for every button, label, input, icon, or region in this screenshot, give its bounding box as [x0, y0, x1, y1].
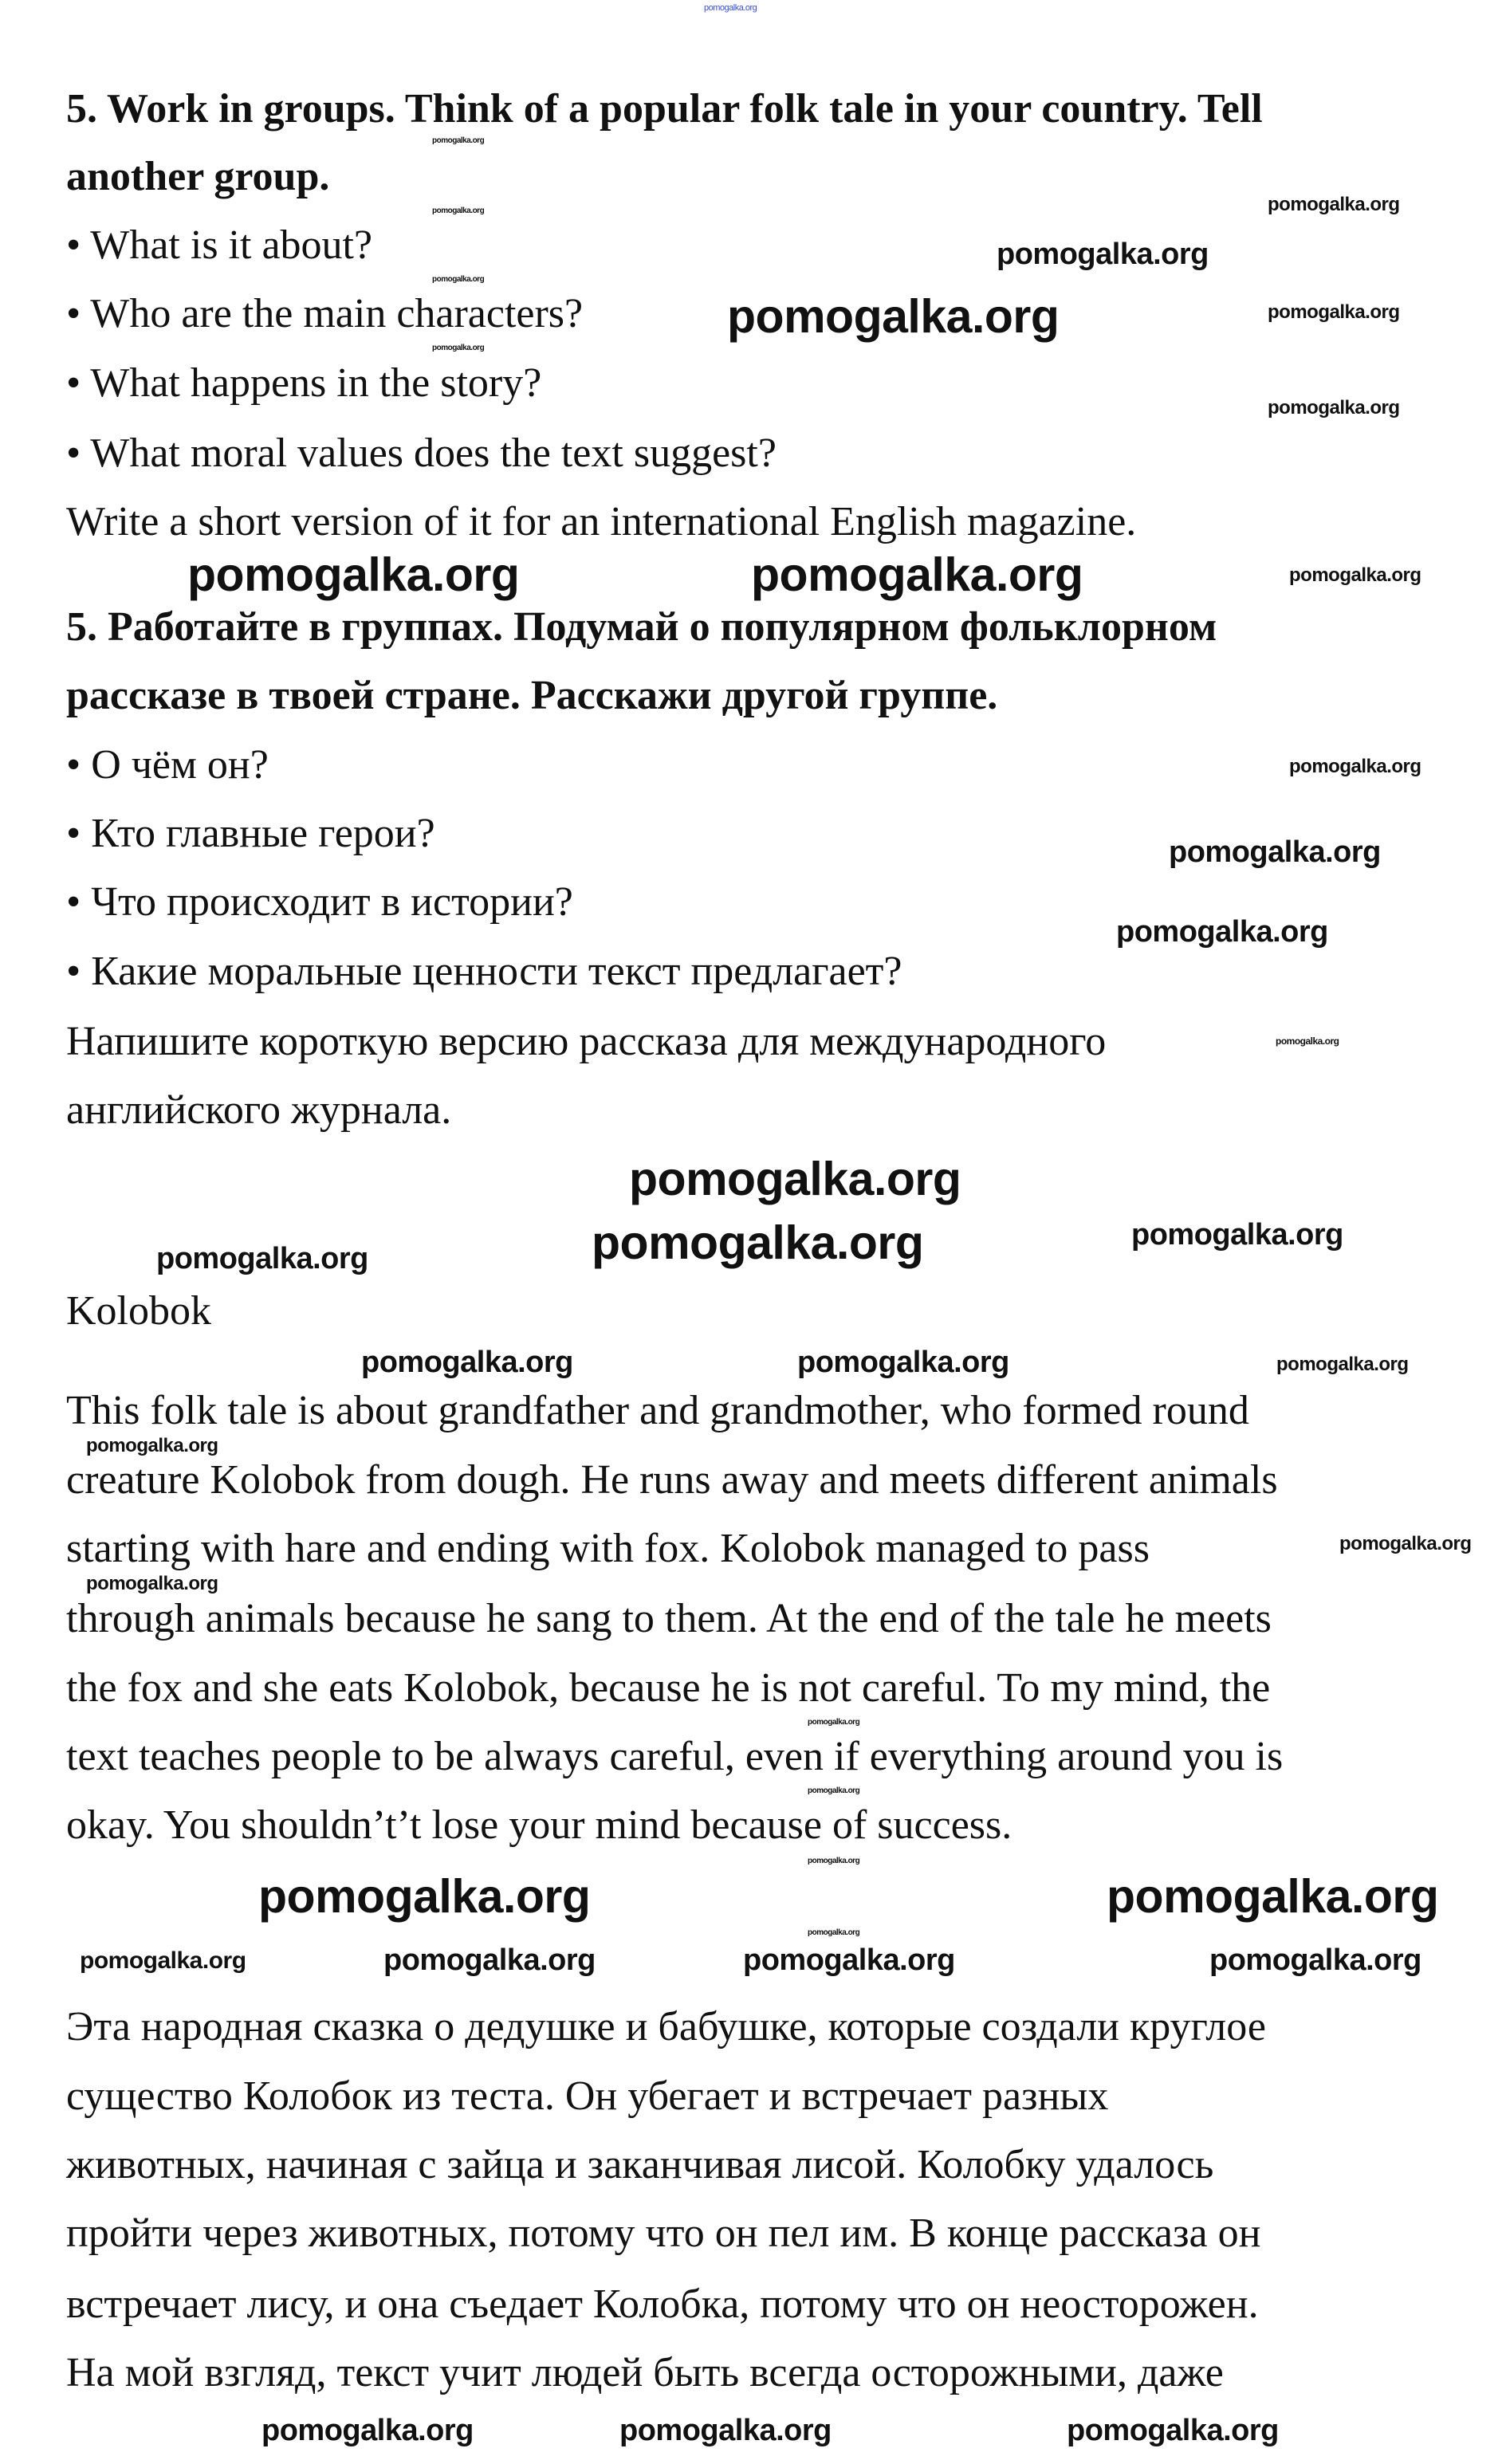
watermark-text: pomogalka.org — [797, 1346, 1009, 1379]
watermark-text: pomogalka.org — [619, 2414, 832, 2447]
watermark-text: pomogalka.org — [383, 1943, 596, 1977]
answer-en-line: text teaches people to be always careful, even if everything around you is — [66, 1734, 1284, 1779]
watermark-text: pomogalka.org — [258, 1870, 591, 1923]
question-bullet-ru: • О чём он? — [66, 742, 269, 788]
watermark-text: pomogalka.org — [80, 1947, 246, 1974]
watermark-text: pomogalka.org — [751, 548, 1083, 601]
watermark-text: pomogalka.org — [629, 1153, 961, 1205]
watermark-text: pomogalka.org — [1289, 564, 1421, 586]
watermark-text: pomogalka.org — [1209, 1943, 1421, 1977]
task-heading-ru-line: рассказе в твоей стране. Расскажи другой группе. — [66, 673, 998, 718]
watermark-text: pomogalka.org — [808, 1857, 860, 1865]
watermark-text: pomogalka.org — [1268, 301, 1400, 323]
question-bullet-ru: • Кто главные герои? — [66, 811, 435, 856]
answer-ru-line: встречает лису, и она съедает Колобка, потому что он неосторожен. — [66, 2281, 1259, 2327]
task-instruction-ru-line: Напишите короткую версию рассказа для международного — [66, 1019, 1107, 1064]
answer-en-line: okay. You shouldn’t’t lose your mind because of success. — [66, 1802, 1012, 1848]
watermark-text: pomogalka.org — [261, 2414, 474, 2447]
answer-en-line: This folk tale is about grandfather and grandmother, who formed round — [66, 1388, 1249, 1433]
watermark-text: pomogalka.org — [704, 3, 757, 13]
watermark-text: pomogalka.org — [432, 275, 485, 284]
answer-en-line: through animals because he sang to them. At the end of the tale he meets — [66, 1596, 1272, 1641]
task-instruction-ru-line: английского журнала. — [66, 1087, 452, 1133]
answer-title: Kolobok — [66, 1288, 211, 1334]
watermark-text: pomogalka.org — [361, 1346, 573, 1379]
watermark-text: pomogalka.org — [1289, 756, 1421, 777]
question-bullet: • What happens in the story? — [66, 360, 542, 406]
task-heading-ru-line: 5. Работайте в группах. Подумай о популярном фольклорном — [66, 604, 1217, 650]
watermark-text: pomogalka.org — [1268, 397, 1400, 419]
question-bullet-ru: • Что происходит в истории? — [66, 879, 573, 925]
answer-ru-line: На мой взгляд, текст учит людей быть всегда осторожными, даже — [66, 2350, 1224, 2395]
answer-ru-line: Эта народная сказка о дедушке и бабушке, которые создали круглое — [66, 2004, 1266, 2049]
watermark-text: pomogalka.org — [1276, 1354, 1409, 1375]
watermark-text: pomogalka.org — [808, 1718, 860, 1727]
task-heading-en-line: another group. — [66, 154, 330, 199]
watermark-text: pomogalka.org — [808, 1928, 860, 1937]
watermark-text: pomogalka.org — [1276, 1036, 1339, 1047]
watermark-text: pomogalka.org — [1131, 1218, 1343, 1252]
watermark-text: pomogalka.org — [1116, 915, 1328, 949]
task-instruction-en: Write a short version of it for an international English magazine. — [66, 499, 1137, 544]
answer-ru-line: пройти через животных, потому что он пел им. В конце рассказа он — [66, 2211, 1261, 2256]
watermark-text: pomogalka.org — [1339, 1533, 1472, 1554]
watermark-text: pomogalka.org — [86, 1435, 218, 1456]
watermark-text: pomogalka.org — [1067, 2414, 1279, 2447]
watermark-text: pomogalka.org — [727, 290, 1060, 343]
question-bullet: • What moral values does the text suggest? — [66, 430, 777, 476]
watermark-text: pomogalka.org — [808, 1786, 860, 1795]
watermark-text: pomogalka.org — [432, 344, 485, 352]
watermark-text: pomogalka.org — [592, 1216, 924, 1269]
watermark-text: pomogalka.org — [1107, 1870, 1439, 1923]
watermark-text: pomogalka.org — [156, 1242, 368, 1275]
answer-en-line: the fox and she eats Kolobok, because he is not careful. To my mind, the — [66, 1665, 1271, 1711]
answer-ru-line: животных, начиная с зайца и заканчивая лисой. Колобку удалось — [66, 2142, 1214, 2187]
watermark-text: pomogalka.org — [1169, 835, 1381, 869]
answer-ru-line: существо Колобок из теста. Он убегает и встречает разных — [66, 2073, 1109, 2119]
watermark-text: pomogalka.org — [86, 1573, 218, 1594]
watermark-text: pomogalka.org — [432, 206, 485, 215]
watermark-text: pomogalka.org — [997, 238, 1209, 271]
answer-en-line: starting with hare and ending with fox. Kolobok managed to pass — [66, 1526, 1150, 1571]
question-bullet: • Who are the main characters? — [66, 291, 584, 336]
watermark-text: pomogalka.org — [743, 1943, 955, 1977]
watermark-text: pomogalka.org — [1268, 194, 1400, 215]
watermark-text: pomogalka.org — [187, 548, 520, 601]
watermark-text: pomogalka.org — [432, 136, 485, 145]
question-bullet: • What is it about? — [66, 222, 373, 268]
task-heading-en-line: 5. Work in groups. Think of a popular folk tale in your country. Tell — [66, 86, 1263, 132]
answer-en-line: creature Kolobok from dough. He runs away and meets different animals — [66, 1457, 1278, 1503]
question-bullet-ru: • Какие моральные ценности текст предлагает? — [66, 949, 902, 994]
